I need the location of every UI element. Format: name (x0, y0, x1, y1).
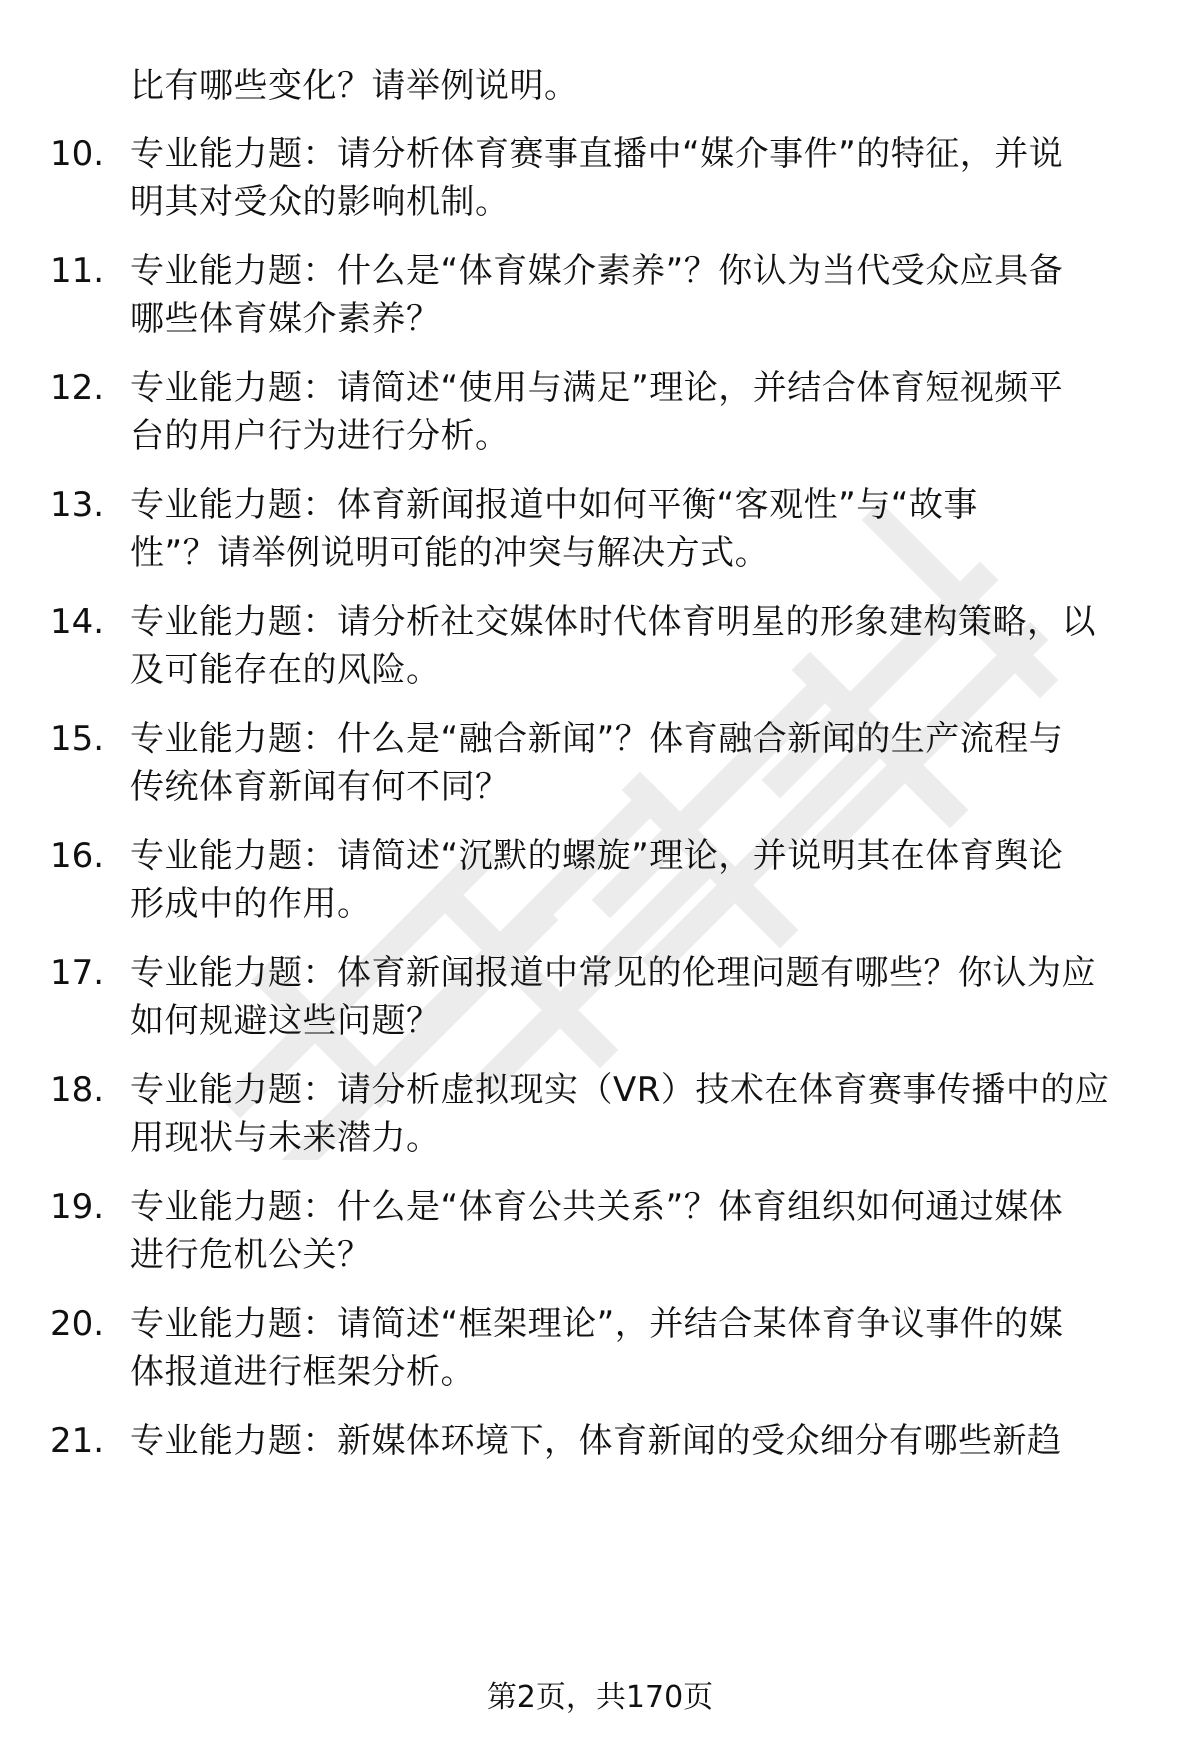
question-text-line: 形成中的作用。 (130, 884, 372, 924)
question-number: 11. (50, 251, 105, 291)
question-text-line: 专业能力题：什么是“体育公共关系”？体育组织如何通过媒体 (130, 1187, 1064, 1227)
question-text-line: 专业能力题：请分析社交媒体时代体育明星的形象建构策略，以 (130, 602, 1096, 642)
question-number: 17. (50, 953, 105, 993)
continuation-text: 比有哪些变化？请举例说明。 (130, 66, 579, 106)
question-text-line: 专业能力题：请分析虚拟现实（VR）技术在体育赛事传播中的应 (130, 1070, 1110, 1110)
question-text-line: 如何规避这些问题？ (130, 1001, 441, 1041)
page-footer: 第2页，共170页 (486, 1680, 714, 1715)
question-number: 21. (50, 1421, 105, 1461)
question-text-line: 传统体育新闻有何不同？ (130, 767, 510, 807)
question-number: 18. (50, 1070, 105, 1110)
question-number: 13. (50, 485, 105, 525)
question-text-line: 用现状与未来潜力。 (130, 1118, 441, 1158)
question-text-line: 专业能力题：请分析体育赛事直播中“媒介事件”的特征，并说 (130, 134, 1064, 174)
question-text-line: 体报道进行框架分析。 (130, 1352, 475, 1392)
question-text-line: 明其对受众的影响机制。 (130, 182, 510, 222)
question-text-line: 专业能力题：什么是“融合新闻”？体育融合新闻的生产流程与 (130, 719, 1064, 759)
question-text-line: 性”？请举例说明可能的冲突与解决方式。 (130, 533, 770, 573)
question-number: 20. (50, 1304, 105, 1344)
question-number: 12. (50, 368, 105, 408)
question-text-line: 进行危机公关？ (130, 1235, 372, 1275)
question-number: 15. (50, 719, 105, 759)
question-text-line: 专业能力题：体育新闻报道中常见的伦理问题有哪些？你认为应 (130, 953, 1096, 993)
question-number: 10. (50, 134, 105, 174)
question-text-line: 专业能力题：新媒体环境下，体育新闻的受众细分有哪些新趋 (130, 1421, 1062, 1461)
question-text-line: 专业能力题：体育新闻报道中如何平衡“客观性”与“故事 (130, 485, 978, 525)
question-number: 16. (50, 836, 105, 876)
question-text-line: 专业能力题：请简述“框架理论”，并结合某体育争议事件的媒 (130, 1304, 1064, 1344)
question-text-line: 及可能存在的风险。 (130, 650, 441, 690)
question-text-line: 专业能力题：请简述“沉默的螺旋”理论，并说明其在体育舆论 (130, 836, 1064, 876)
question-text-line: 专业能力题：什么是“体育媒介素养”？你认为当代受众应具备 (130, 251, 1064, 291)
question-text-line: 台的用户行为进行分析。 (130, 416, 510, 456)
question-text-line: 哪些体育媒介素养？ (130, 299, 441, 339)
question-text-line: 专业能力题：请简述“使用与满足”理论，并结合体育短视频平 (130, 368, 1064, 408)
question-number: 19. (50, 1187, 105, 1227)
question-number: 14. (50, 602, 105, 642)
